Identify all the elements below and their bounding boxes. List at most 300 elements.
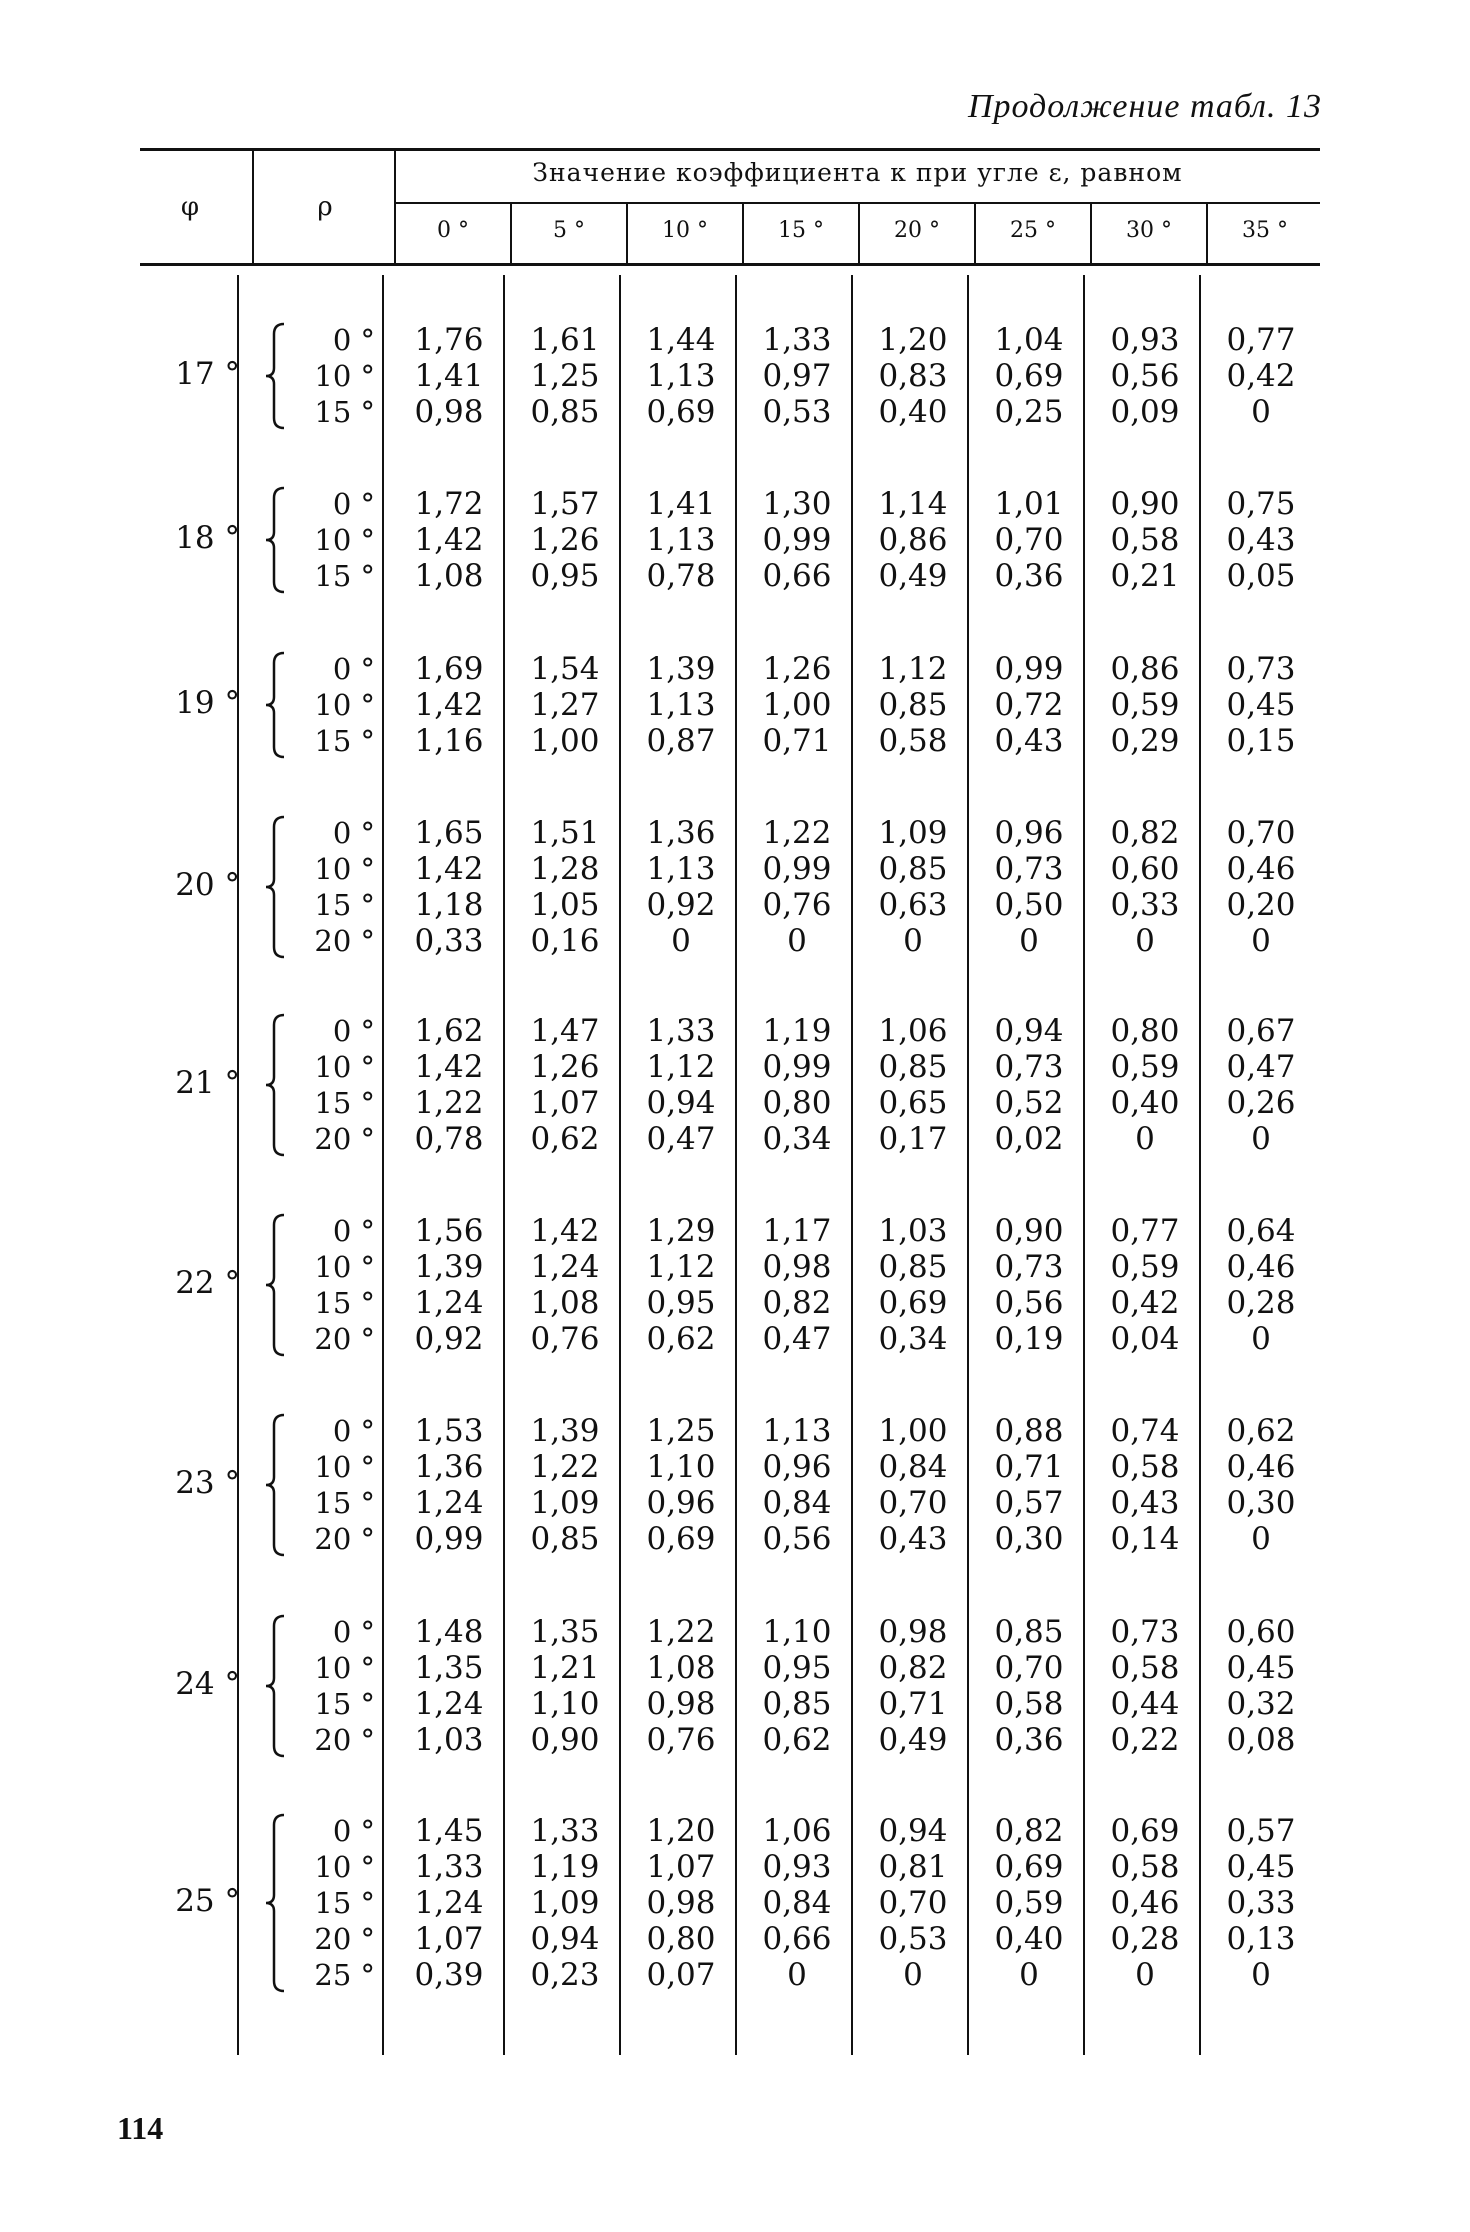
phi-value: 17 ° xyxy=(175,356,240,392)
coefficient-cell: 0,67 xyxy=(1226,1013,1296,1049)
coefficient-cell: 0 xyxy=(671,923,691,959)
coefficient-cell: 0,04 xyxy=(1110,1321,1180,1357)
coefficient-cell: 0,59 xyxy=(994,1885,1064,1921)
rule-col-header-4 xyxy=(858,204,860,263)
angle-header-1: 5 ° xyxy=(553,218,585,243)
coefficient-cell: 1,09 xyxy=(530,1885,600,1921)
coefficient-cell: 0,46 xyxy=(1226,1449,1296,1485)
page-number: 114 xyxy=(117,2110,164,2146)
coefficient-cell: 1,35 xyxy=(530,1614,600,1650)
coefficient-cell: 0,76 xyxy=(762,887,832,923)
coefficient-cell: 1,33 xyxy=(762,322,832,358)
phi-value: 20 ° xyxy=(175,867,240,903)
coefficient-cell: 0,96 xyxy=(994,815,1064,851)
coefficient-cell: 0,43 xyxy=(1226,522,1296,558)
coefficient-cell: 0,65 xyxy=(878,1085,948,1121)
header-top-rule xyxy=(140,148,1320,151)
coefficient-cell: 1,42 xyxy=(530,1213,600,1249)
rho-value: 10 ° xyxy=(314,359,375,393)
coefficient-cell: 1,35 xyxy=(414,1650,484,1686)
coefficient-cell: 1,22 xyxy=(530,1449,600,1485)
coefficient-cell: 0,45 xyxy=(1226,1650,1296,1686)
coefficient-cell: 0,84 xyxy=(878,1449,948,1485)
coefficient-cell: 0,82 xyxy=(994,1813,1064,1849)
coefficient-cell: 1,08 xyxy=(414,558,484,594)
coefficient-cell: 1,57 xyxy=(530,486,600,522)
coefficient-cell: 0,86 xyxy=(878,522,948,558)
coefficient-cell: 0,98 xyxy=(414,394,484,430)
coefficient-cell: 0,85 xyxy=(878,1249,948,1285)
coefficient-cell: 0,69 xyxy=(994,358,1064,394)
coefficient-cell: 0 xyxy=(1251,1121,1271,1157)
coefficient-cell: 1,28 xyxy=(530,851,600,887)
coefficient-cell: 0,80 xyxy=(1110,1013,1180,1049)
coefficient-cell: 0,78 xyxy=(646,558,716,594)
coefficient-cell: 0,59 xyxy=(1110,1249,1180,1285)
coefficient-cell: 0,94 xyxy=(878,1813,948,1849)
coefficient-cell: 0,47 xyxy=(646,1121,716,1157)
coefficient-cell: 0,85 xyxy=(878,851,948,887)
coefficient-cell: 1,10 xyxy=(762,1614,832,1650)
coefficient-cell: 0,21 xyxy=(1110,558,1180,594)
angle-header-7: 35 ° xyxy=(1242,218,1288,243)
phi-value: 18 ° xyxy=(175,520,240,556)
coefficient-cell: 1,00 xyxy=(878,1413,948,1449)
coefficient-cell: 0,95 xyxy=(646,1285,716,1321)
coefficient-cell: 1,26 xyxy=(762,651,832,687)
coefficient-cell: 0,69 xyxy=(646,394,716,430)
coefficient-cell: 1,21 xyxy=(530,1650,600,1686)
header-phi: φ xyxy=(180,192,200,222)
rule-col-header-2 xyxy=(626,204,628,263)
coefficient-cell: 0,95 xyxy=(530,558,600,594)
rho-value: 0 ° xyxy=(332,1814,375,1848)
rho-value: 10 ° xyxy=(314,523,375,557)
coefficient-cell: 0,49 xyxy=(878,1722,948,1758)
coefficient-cell: 0,94 xyxy=(646,1085,716,1121)
coefficient-cell: 0,71 xyxy=(762,723,832,759)
rho-value: 15 ° xyxy=(314,1687,375,1721)
coefficient-cell: 0,40 xyxy=(1110,1085,1180,1121)
coefficient-cell: 0,95 xyxy=(762,1650,832,1686)
rho-value: 20 ° xyxy=(314,1922,375,1956)
coefficient-cell: 1,06 xyxy=(762,1813,832,1849)
rho-value: 20 ° xyxy=(314,1122,375,1156)
coefficient-cell: 1,62 xyxy=(414,1013,484,1049)
rho-value: 10 ° xyxy=(314,1651,375,1685)
coefficient-cell: 1,13 xyxy=(646,687,716,723)
coefficient-cell: 0 xyxy=(1251,1521,1271,1557)
coefficient-cell: 1,24 xyxy=(414,1485,484,1521)
coefficient-cell: 0,60 xyxy=(1226,1614,1296,1650)
coefficient-cell: 0,47 xyxy=(762,1321,832,1357)
coefficient-cell: 1,06 xyxy=(878,1013,948,1049)
coefficient-cell: 1,26 xyxy=(530,1049,600,1085)
coefficient-cell: 0,29 xyxy=(1110,723,1180,759)
coefficient-cell: 0,83 xyxy=(878,358,948,394)
coefficient-cell: 0,30 xyxy=(1226,1485,1296,1521)
table-continuation-caption: Продолжение табл. 13 xyxy=(967,88,1322,125)
coefficient-cell: 0,82 xyxy=(762,1285,832,1321)
coefficient-cell: 1,45 xyxy=(414,1813,484,1849)
coefficient-cell: 1,13 xyxy=(646,522,716,558)
coefficient-cell: 0,85 xyxy=(878,1049,948,1085)
rho-value: 15 ° xyxy=(314,724,375,758)
coefficient-cell: 1,07 xyxy=(646,1849,716,1885)
coefficient-cell: 1,25 xyxy=(646,1413,716,1449)
coefficient-cell: 1,53 xyxy=(414,1413,484,1449)
coefficient-cell: 0 xyxy=(1251,923,1271,959)
coefficient-cell: 0,90 xyxy=(1110,486,1180,522)
coefficient-cell: 1,07 xyxy=(530,1085,600,1121)
coefficient-cell: 0,56 xyxy=(1110,358,1180,394)
coefficient-cell: 1,42 xyxy=(414,1049,484,1085)
coefficient-cell: 1,09 xyxy=(530,1485,600,1521)
rho-value: 20 ° xyxy=(314,1522,375,1556)
coefficient-cell: 0,73 xyxy=(994,1049,1064,1085)
rho-value: 10 ° xyxy=(314,1850,375,1884)
coefficient-cell: 1,03 xyxy=(414,1722,484,1758)
rho-value: 10 ° xyxy=(314,1250,375,1284)
coefficient-cell: 0,47 xyxy=(1226,1049,1296,1085)
phi-value: 19 ° xyxy=(175,685,240,721)
coefficient-cell: 0,73 xyxy=(994,851,1064,887)
rho-value: 10 ° xyxy=(314,1450,375,1484)
coefficient-cell: 0,44 xyxy=(1110,1686,1180,1722)
rho-value: 25 ° xyxy=(314,1958,375,1992)
coefficient-cell: 0,73 xyxy=(1110,1614,1180,1650)
coefficient-cell: 0 xyxy=(903,923,923,959)
angle-header-6: 30 ° xyxy=(1126,218,1172,243)
coefficient-cell: 0,97 xyxy=(762,358,832,394)
coefficient-cell: 1,27 xyxy=(530,687,600,723)
rule-rho-header xyxy=(394,148,396,263)
rule-col-header-5 xyxy=(974,204,976,263)
coefficient-cell: 0,85 xyxy=(530,394,600,430)
coefficient-cell: 1,04 xyxy=(994,322,1064,358)
coefficient-cell: 0 xyxy=(1251,1957,1271,1993)
coefficient-cell: 1,22 xyxy=(762,815,832,851)
coefficient-cell: 0,70 xyxy=(1226,815,1296,851)
coefficient-cell: 0,02 xyxy=(994,1121,1064,1157)
angle-header-3: 15 ° xyxy=(778,218,824,243)
coefficient-cell: 0,94 xyxy=(994,1013,1064,1049)
coefficient-cell: 1,39 xyxy=(646,651,716,687)
rho-value: 20 ° xyxy=(314,1322,375,1356)
phi-value: 22 ° xyxy=(175,1265,240,1301)
coefficient-cell: 0 xyxy=(1019,923,1039,959)
coefficient-cell: 0,85 xyxy=(878,687,948,723)
coefficient-cell: 1,33 xyxy=(414,1849,484,1885)
coefficient-cell: 1,01 xyxy=(994,486,1064,522)
coefficient-cell: 0,69 xyxy=(878,1285,948,1321)
rho-value: 0 ° xyxy=(332,652,375,686)
coefficient-cell: 1,20 xyxy=(878,322,948,358)
coefficient-cell: 0,93 xyxy=(762,1849,832,1885)
rho-value: 15 ° xyxy=(314,1886,375,1920)
coefficient-cell: 1,19 xyxy=(530,1849,600,1885)
coefficient-cell: 1,51 xyxy=(530,815,600,851)
coefficient-cell: 0,94 xyxy=(530,1921,600,1957)
coefficient-cell: 0,98 xyxy=(646,1885,716,1921)
coefficient-cell: 0,84 xyxy=(762,1885,832,1921)
coefficient-cell: 1,13 xyxy=(646,851,716,887)
coefficient-cell: 1,19 xyxy=(762,1013,832,1049)
coefficient-cell: 0,86 xyxy=(1110,651,1180,687)
coefficient-cell: 0,96 xyxy=(646,1485,716,1521)
coefficient-cell: 0,59 xyxy=(1110,687,1180,723)
rho-value: 0 ° xyxy=(332,323,375,357)
coefficient-cell: 0,98 xyxy=(878,1614,948,1650)
coefficient-cell: 0,56 xyxy=(994,1285,1064,1321)
coefficient-cell: 0,53 xyxy=(878,1921,948,1957)
coefficient-cell: 0,15 xyxy=(1226,723,1296,759)
rho-value: 15 ° xyxy=(314,559,375,593)
coefficient-cell: 0,88 xyxy=(994,1413,1064,1449)
coefficient-cell: 0,58 xyxy=(1110,1650,1180,1686)
phi-value: 24 ° xyxy=(175,1666,240,1702)
phi-value: 25 ° xyxy=(175,1883,240,1919)
coefficient-cell: 0 xyxy=(1251,394,1271,430)
coefficient-cell: 0,46 xyxy=(1226,1249,1296,1285)
coefficient-cell: 0,22 xyxy=(1110,1722,1180,1758)
coefficient-cell: 0,09 xyxy=(1110,394,1180,430)
coefficient-cell: 0,71 xyxy=(994,1449,1064,1485)
coefficient-cell: 0,13 xyxy=(1226,1921,1296,1957)
coefficient-cell: 0,62 xyxy=(530,1121,600,1157)
coefficient-cell: 1,47 xyxy=(530,1013,600,1049)
coefficient-cell: 0,30 xyxy=(994,1521,1064,1557)
coefficient-cell: 0 xyxy=(1135,1957,1155,1993)
coefficient-cell: 0,63 xyxy=(878,887,948,923)
coefficient-cell: 0,19 xyxy=(994,1321,1064,1357)
coefficient-cell: 0,40 xyxy=(994,1921,1064,1957)
coefficient-cell: 1,72 xyxy=(414,486,484,522)
coefficient-cell: 0,98 xyxy=(646,1686,716,1722)
coefficient-cell: 0,16 xyxy=(530,923,600,959)
coefficient-cell: 1,42 xyxy=(414,851,484,887)
coefficient-cell: 1,25 xyxy=(530,358,600,394)
rho-value: 0 ° xyxy=(332,816,375,850)
coefficient-cell: 0,64 xyxy=(1226,1213,1296,1249)
coefficient-cell: 0 xyxy=(1251,1321,1271,1357)
rho-value: 0 ° xyxy=(332,1014,375,1048)
angle-header-4: 20 ° xyxy=(894,218,940,243)
coefficient-cell: 0,36 xyxy=(994,558,1064,594)
coefficient-cell: 1,36 xyxy=(646,815,716,851)
coefficient-cell: 0 xyxy=(1135,923,1155,959)
coefficient-cell: 0,92 xyxy=(646,887,716,923)
coefficient-cell: 0,25 xyxy=(994,394,1064,430)
angle-header-5: 25 ° xyxy=(1010,218,1056,243)
coefficient-cell: 0,08 xyxy=(1226,1722,1296,1758)
coefficient-cell: 0,72 xyxy=(994,687,1064,723)
coefficient-cell: 0,05 xyxy=(1226,558,1296,594)
coefficient-cell: 1,29 xyxy=(646,1213,716,1249)
coefficient-cell: 0,75 xyxy=(1226,486,1296,522)
coefficient-cell: 1,20 xyxy=(646,1813,716,1849)
coefficient-cell: 0,50 xyxy=(994,887,1064,923)
rule-rho-body xyxy=(382,275,384,2055)
coefficient-cell: 0,80 xyxy=(646,1921,716,1957)
coefficient-cell: 1,12 xyxy=(646,1049,716,1085)
coefficient-cell: 0,52 xyxy=(994,1085,1064,1121)
coefficient-cell: 0 xyxy=(787,923,807,959)
coefficient-cell: 1,24 xyxy=(414,1885,484,1921)
coefficient-cell: 0,36 xyxy=(994,1722,1064,1758)
coefficient-cell: 0,74 xyxy=(1110,1413,1180,1449)
coefficient-cell: 0,34 xyxy=(762,1121,832,1157)
coefficient-cell: 0,60 xyxy=(1110,851,1180,887)
coefficient-cell: 1,69 xyxy=(414,651,484,687)
coefficient-cell: 0,66 xyxy=(762,558,832,594)
coefficient-cell: 0,62 xyxy=(762,1722,832,1758)
coefficient-cell: 0,17 xyxy=(878,1121,948,1157)
coefficient-cell: 0,98 xyxy=(762,1249,832,1285)
rho-value: 15 ° xyxy=(314,1086,375,1120)
angle-header-0: 0 ° xyxy=(437,218,469,243)
coefficient-cell: 0,43 xyxy=(878,1521,948,1557)
coefficient-cell: 1,22 xyxy=(646,1614,716,1650)
coefficient-cell: 1,00 xyxy=(762,687,832,723)
coefficient-cell: 0,58 xyxy=(1110,1849,1180,1885)
coefficient-cell: 1,42 xyxy=(414,687,484,723)
coefficient-cell: 0,85 xyxy=(994,1614,1064,1650)
coefficient-cell: 0,58 xyxy=(1110,1449,1180,1485)
coefficient-cell: 1,39 xyxy=(530,1413,600,1449)
rule-col-header-3 xyxy=(742,204,744,263)
coefficient-cell: 0,93 xyxy=(1110,322,1180,358)
coefficient-cell: 0,99 xyxy=(762,522,832,558)
coefficient-cell: 0,90 xyxy=(994,1213,1064,1249)
coefficient-cell: 0,56 xyxy=(762,1521,832,1557)
rho-value: 20 ° xyxy=(314,924,375,958)
coefficient-cell: 0,85 xyxy=(762,1686,832,1722)
coefficient-cell: 0,59 xyxy=(1110,1049,1180,1085)
coefficient-cell: 1,24 xyxy=(530,1249,600,1285)
coefficient-cell: 1,05 xyxy=(530,887,600,923)
rho-value: 0 ° xyxy=(332,1414,375,1448)
coefficient-cell: 0,82 xyxy=(878,1650,948,1686)
rho-value: 0 ° xyxy=(332,487,375,521)
coefficient-cell: 0,42 xyxy=(1226,358,1296,394)
coefficient-cell: 0,46 xyxy=(1110,1885,1180,1921)
coefficient-cell: 1,08 xyxy=(646,1650,716,1686)
rho-value: 10 ° xyxy=(314,852,375,886)
coefficient-cell: 0,62 xyxy=(1226,1413,1296,1449)
coefficient-cell: 0,33 xyxy=(414,923,484,959)
coefficient-cell: 0,99 xyxy=(762,1049,832,1085)
coefficient-cell: 0,34 xyxy=(878,1321,948,1357)
rho-value: 0 ° xyxy=(332,1615,375,1649)
coefficient-cell: 1,00 xyxy=(530,723,600,759)
coefficient-cell: 0,40 xyxy=(878,394,948,430)
rule-col-header-6 xyxy=(1090,204,1092,263)
coefficient-cell: 1,22 xyxy=(414,1085,484,1121)
coefficient-cell: 0,76 xyxy=(530,1321,600,1357)
coefficient-cell: 1,33 xyxy=(530,1813,600,1849)
coefficient-cell: 0,23 xyxy=(530,1957,600,1993)
coefficient-cell: 1,26 xyxy=(530,522,600,558)
coefficient-cell: 1,42 xyxy=(414,522,484,558)
coefficient-cell: 0 xyxy=(787,1957,807,1993)
coefficient-cell: 1,39 xyxy=(414,1249,484,1285)
rule-phi-header xyxy=(252,148,254,263)
coefficient-cell: 1,36 xyxy=(414,1449,484,1485)
rho-value: 15 ° xyxy=(314,888,375,922)
coefficient-cell: 1,14 xyxy=(878,486,948,522)
angle-header-2: 10 ° xyxy=(662,218,708,243)
coefficient-cell: 1,65 xyxy=(414,815,484,851)
coefficient-cell: 1,13 xyxy=(646,358,716,394)
coefficient-cell: 0,39 xyxy=(414,1957,484,1993)
coefficient-cell: 0 xyxy=(903,1957,923,1993)
coefficient-cell: 1,09 xyxy=(878,815,948,851)
coefficient-cell: 0,76 xyxy=(646,1722,716,1758)
phi-value: 23 ° xyxy=(175,1465,240,1501)
coefficient-cell: 0,14 xyxy=(1110,1521,1180,1557)
coefficient-cell: 0,70 xyxy=(878,1885,948,1921)
coefficient-cell: 1,18 xyxy=(414,887,484,923)
coefficient-cell: 1,48 xyxy=(414,1614,484,1650)
coefficient-cell: 0,84 xyxy=(762,1485,832,1521)
coefficient-cell: 0,70 xyxy=(994,1650,1064,1686)
coefficient-cell: 0,43 xyxy=(994,723,1064,759)
coefficient-cell: 0,92 xyxy=(414,1321,484,1357)
coefficient-cell: 1,41 xyxy=(414,358,484,394)
coefficient-cell: 0,66 xyxy=(762,1921,832,1957)
coefficient-cell: 0,26 xyxy=(1226,1085,1296,1121)
coefficient-cell: 1,08 xyxy=(530,1285,600,1321)
coefficient-cell: 1,12 xyxy=(646,1249,716,1285)
coefficient-cell: 0,58 xyxy=(994,1686,1064,1722)
rho-value: 0 ° xyxy=(332,1214,375,1248)
coefficient-cell: 1,03 xyxy=(878,1213,948,1249)
coefficient-cell: 0,53 xyxy=(762,394,832,430)
coefficient-cell: 0,70 xyxy=(878,1485,948,1521)
rho-value: 15 ° xyxy=(314,1486,375,1520)
coefficient-cell: 0,77 xyxy=(1110,1213,1180,1249)
coefficient-cell: 0,85 xyxy=(530,1521,600,1557)
phi-value: 21 ° xyxy=(175,1065,240,1101)
coefficient-cell: 0,96 xyxy=(762,1449,832,1485)
coefficient-cell: 0,28 xyxy=(1110,1921,1180,1957)
coefficient-cell: 1,24 xyxy=(414,1285,484,1321)
coefficient-cell: 0,20 xyxy=(1226,887,1296,923)
coefficient-cell: 1,54 xyxy=(530,651,600,687)
coefficient-cell: 0,58 xyxy=(878,723,948,759)
coefficient-cell: 0,32 xyxy=(1226,1686,1296,1722)
coefficient-cell: 1,17 xyxy=(762,1213,832,1249)
coefficient-cell: 0,46 xyxy=(1226,851,1296,887)
coefficient-cell: 0,58 xyxy=(1110,522,1180,558)
coefficient-cell: 1,10 xyxy=(530,1686,600,1722)
coefficient-cell: 0,43 xyxy=(1110,1485,1180,1521)
rule-col-header-7 xyxy=(1206,204,1208,263)
coefficient-cell: 1,41 xyxy=(646,486,716,522)
coefficient-cell: 0,87 xyxy=(646,723,716,759)
header-bottom-rule xyxy=(140,263,1320,266)
coefficient-cell: 0,99 xyxy=(414,1521,484,1557)
coefficient-cell: 0,57 xyxy=(994,1485,1064,1521)
coefficient-cell: 0,71 xyxy=(878,1686,948,1722)
coefficient-cell: 0,57 xyxy=(1226,1813,1296,1849)
coefficient-cell: 1,07 xyxy=(414,1921,484,1957)
coefficient-cell: 0,42 xyxy=(1110,1285,1180,1321)
coefficient-cell: 1,61 xyxy=(530,322,600,358)
coefficient-cell: 1,24 xyxy=(414,1686,484,1722)
coefficient-cell: 0,45 xyxy=(1226,687,1296,723)
